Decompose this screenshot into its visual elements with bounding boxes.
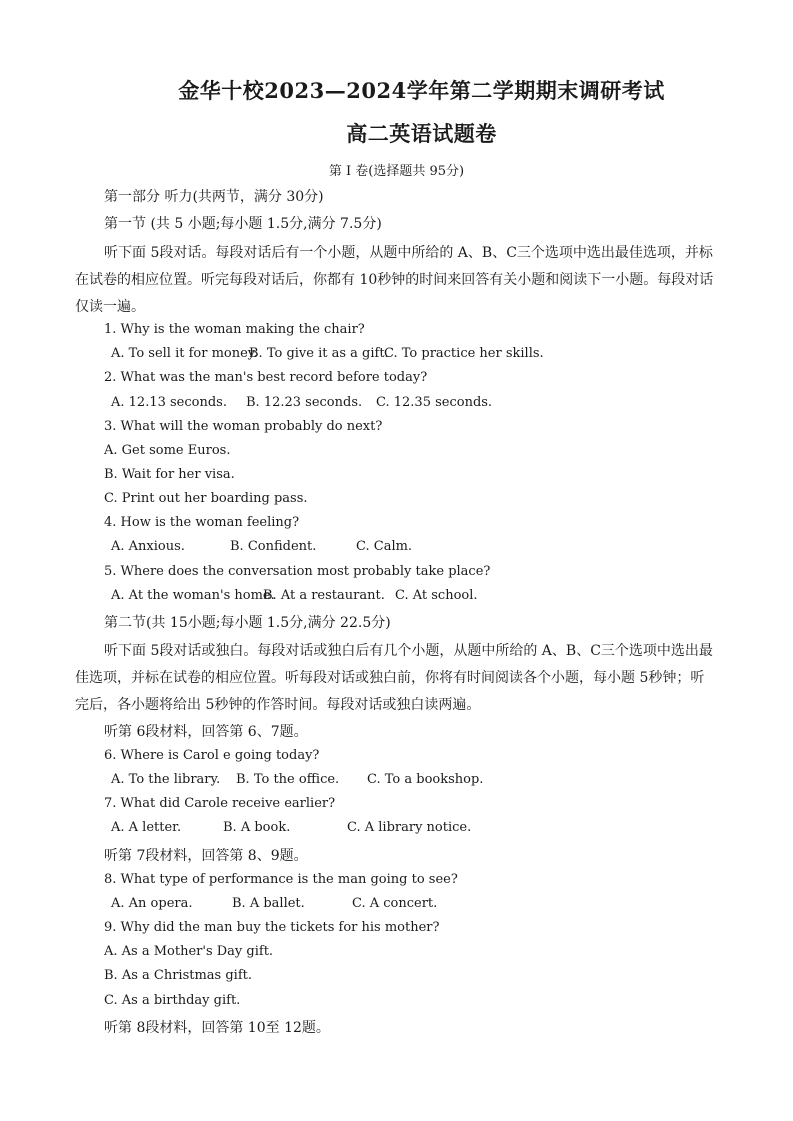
volume-heading: 第 I 卷(选择题共 95分) bbox=[328, 164, 465, 179]
option-c: C. To a bookshop. bbox=[367, 772, 484, 787]
question-stem: 7. What did Carole receive earlier? bbox=[104, 796, 336, 811]
option-b: B. A book. bbox=[223, 820, 291, 835]
option-b: B. As a Christmas gift. bbox=[104, 968, 253, 983]
option-c: C. Calm. bbox=[356, 539, 413, 554]
part1-heading: 第一部分 听力(共两节，满分 30分) bbox=[104, 189, 324, 205]
option-c: C. 12.35 seconds. bbox=[376, 395, 493, 410]
question-stem: 8. What type of performance is the man going to see? bbox=[104, 872, 458, 887]
option-a: A. Get some Euros. bbox=[104, 443, 231, 458]
option-c: C. At school. bbox=[395, 588, 478, 603]
option-b: B. To the office. bbox=[236, 772, 340, 787]
option-a: A. To sell it for money. bbox=[111, 346, 258, 361]
instructions-line: 在试卷的相应位置。听完每段对话后，你都有 10秒钟的时间来回答有关小题和阅读下一小题。每段对话 bbox=[75, 272, 714, 288]
section1-heading: 第一节 (共 5 小题;每小题 1.5分,满分 7.5分) bbox=[104, 216, 382, 232]
option-b: B. Wait for her visa. bbox=[104, 467, 235, 482]
section2-heading: 第二节(共 15小题;每小题 1.5分,满分 22.5分) bbox=[104, 615, 391, 631]
question-stem: 4. How is the woman feeling? bbox=[104, 515, 300, 530]
option-a: A. An opera. bbox=[111, 896, 193, 911]
option-b: B. At a restaurant. bbox=[263, 588, 385, 603]
exam-subtitle: 高二英语试题卷 bbox=[346, 121, 497, 146]
option-a: A. A letter. bbox=[111, 820, 182, 835]
option-a: A. To the library. bbox=[111, 772, 221, 787]
option-b: B. A ballet. bbox=[232, 896, 305, 911]
material-heading: 听第 8段材料，回答第 10至 12题。 bbox=[104, 1020, 330, 1036]
option-c: C. A library notice. bbox=[347, 820, 472, 835]
question-stem: 2. What was the man's best record before today? bbox=[104, 370, 428, 385]
question-stem: 1. Why is the woman making the chair? bbox=[104, 322, 365, 337]
material-heading: 听第 6段材料，回答第 6、7题。 bbox=[104, 724, 308, 740]
exam-title: 金华十校2023—2024学年第二学期期末调研考试 bbox=[178, 78, 665, 103]
section2-instructions-line: 完后，各小题将给出 5秒钟的作答时间。每段对话或独白读两遍。 bbox=[75, 697, 481, 713]
option-b: B. 12.23 seconds. bbox=[246, 395, 363, 410]
section2-instructions-line: 听下面 5段对话或独白。每段对话或独白后有几个小题，从题中所给的 A、B、C三个选项中选出最 bbox=[104, 643, 713, 659]
section2-instructions-line: 佳选项，并标在试卷的相应位置。听每段对话或独白前，你将有时间阅读各个小题，每小题 5秒钟；听 bbox=[75, 670, 705, 686]
option-a: A. As a Mother's Day gift. bbox=[104, 944, 274, 959]
question-stem: 3. What will the woman probably do next? bbox=[104, 419, 383, 434]
instructions-line: 仅读一遍。 bbox=[75, 299, 145, 315]
option-c: C. To practice her skills. bbox=[384, 346, 544, 361]
question-stem: 9. Why did the man buy the tickets for his mother? bbox=[104, 920, 440, 935]
option-c: C. Print out her boarding pass. bbox=[104, 491, 308, 506]
option-a: A. At the woman's home. bbox=[111, 588, 275, 603]
option-a: A. 12.13 seconds. bbox=[111, 395, 227, 410]
option-c: C. As a birthday gift. bbox=[104, 993, 241, 1008]
question-stem: 6. Where is Carol e going today? bbox=[104, 748, 320, 763]
option-b: B. To give it as a gift. bbox=[249, 346, 389, 361]
material-heading: 听第 7段材料，回答第 8、9题。 bbox=[104, 848, 308, 864]
instructions-line: 听下面 5段对话。每段对话后有一个小题，从题中所给的 A、B、C三个选项中选出最佳选项，并标 bbox=[104, 245, 713, 261]
option-b: B. Confident. bbox=[230, 539, 317, 554]
option-a: A. Anxious. bbox=[111, 539, 185, 554]
option-c: C. A concert. bbox=[352, 896, 438, 911]
question-stem: 5. Where does the conversation most probably take place? bbox=[104, 564, 491, 579]
